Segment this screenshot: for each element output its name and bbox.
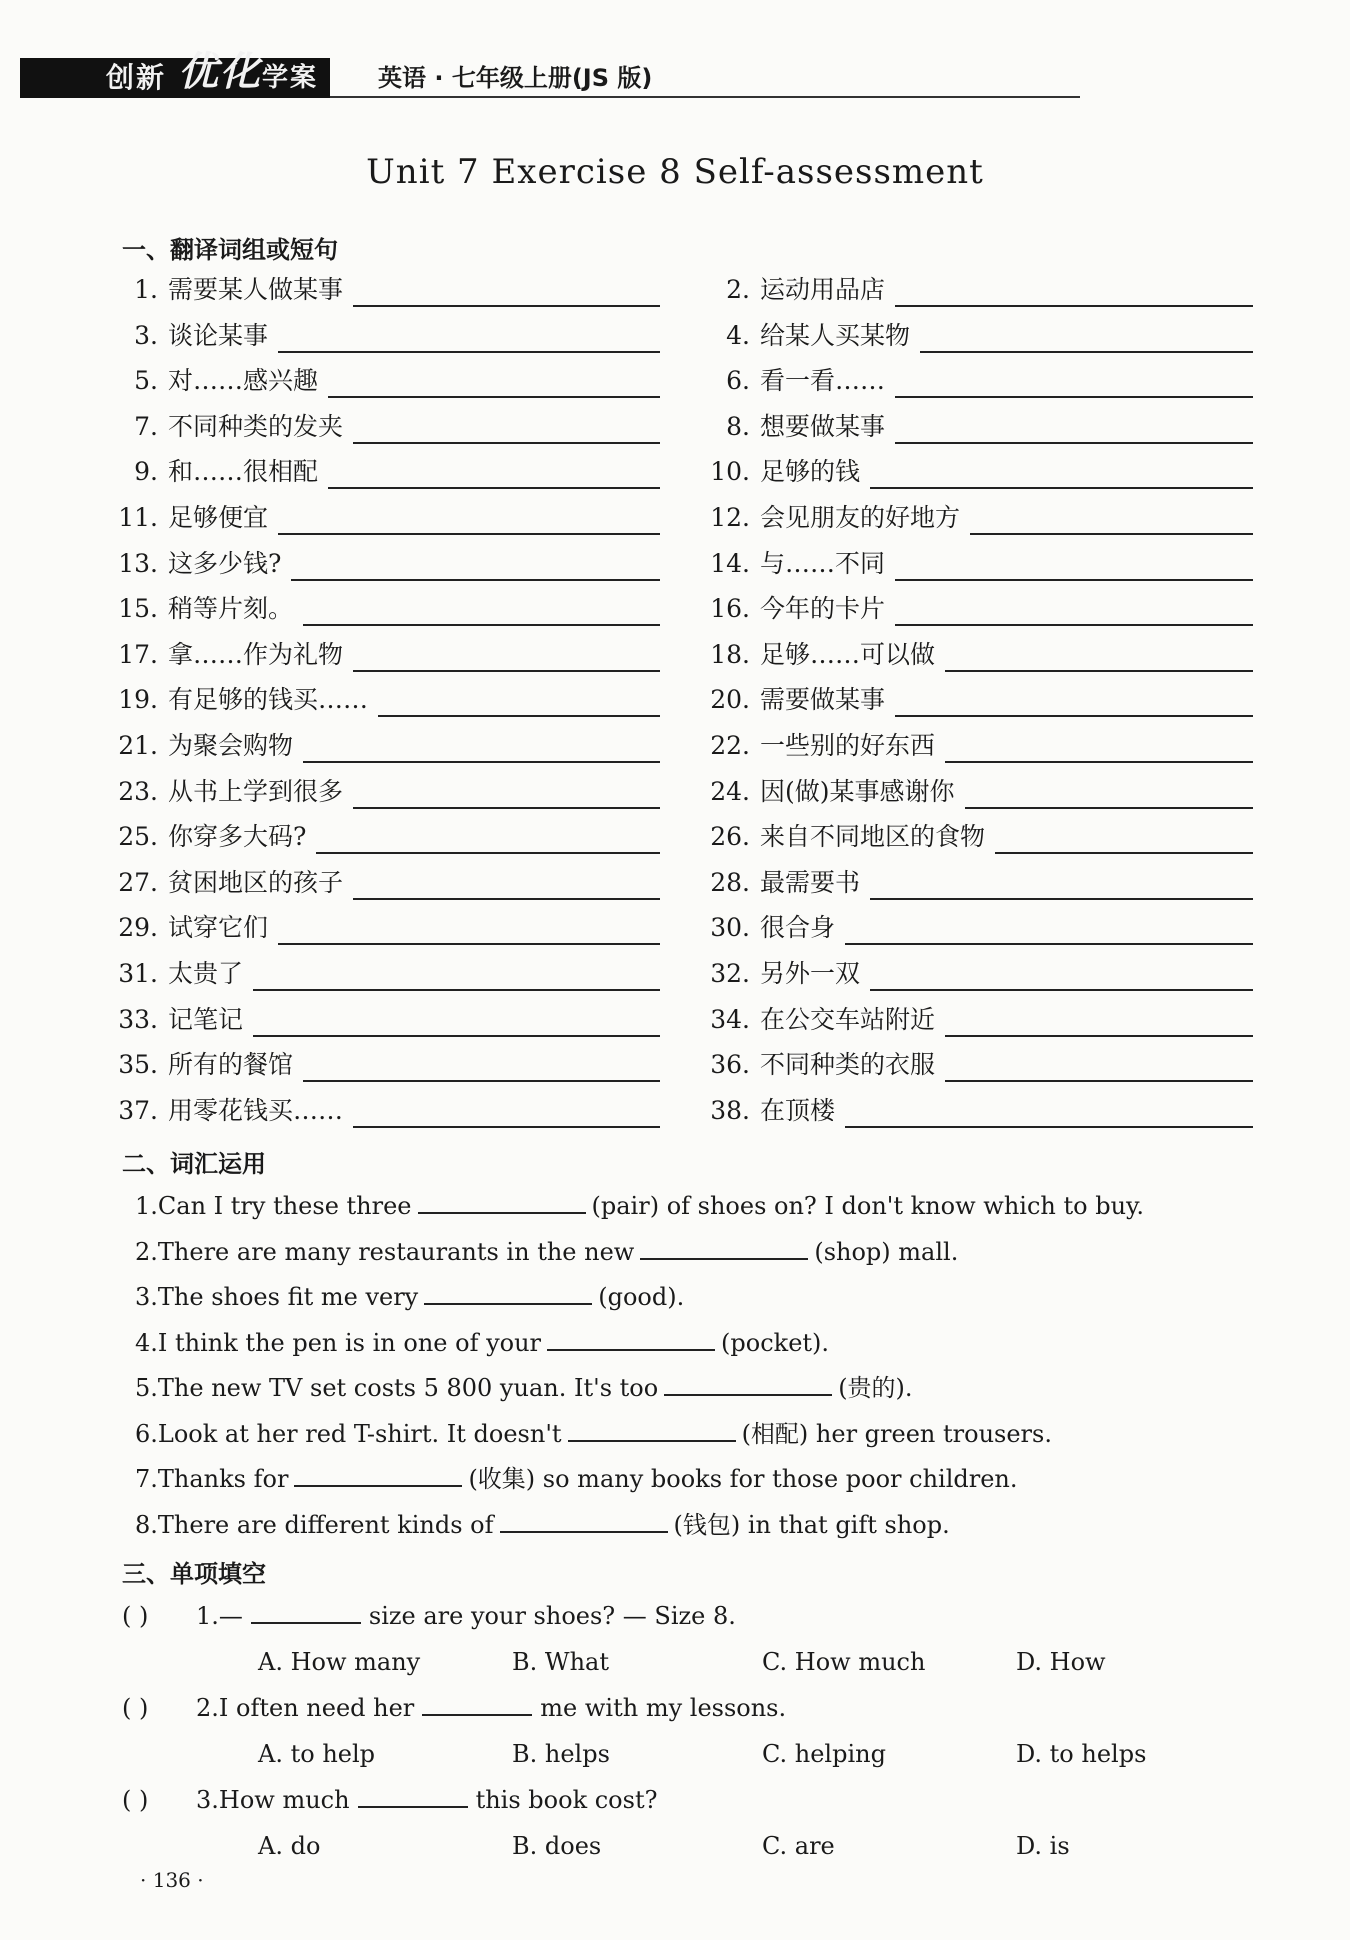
vocab-item-text: 会见朋友的好地方 <box>760 503 961 532</box>
answer-line[interactable] <box>870 989 1253 991</box>
vocab-item-number: 25. <box>118 822 158 852</box>
vocab-item-number: 32. <box>710 959 750 988</box>
vocab-item-text: 想要做某事 <box>760 411 886 441</box>
vocab-item-number: 19. <box>118 685 158 715</box>
fill-sentence <box>135 1325 829 1361</box>
mc-option[interactable]: C. How much <box>762 1648 926 1676</box>
fill-sentence-number: 1. <box>135 1192 158 1220</box>
mc-option[interactable]: B. helps <box>512 1740 610 1768</box>
brand-big: 优化 <box>178 49 262 95</box>
vocab-item-number: 35. <box>118 1050 158 1080</box>
answer-line[interactable] <box>895 715 1253 717</box>
answer-blank[interactable] <box>547 1327 715 1351</box>
vocab-item-text: 拿……作为礼物 <box>168 639 344 669</box>
fill-sentence-before: The new TV set costs 5 800 yuan. It's too <box>157 1374 659 1402</box>
vocab-item <box>0 500 1350 536</box>
answer-line[interactable] <box>945 670 1253 672</box>
answer-line[interactable] <box>970 533 1253 535</box>
vocab-item-text: 来自不同地区的食物 <box>760 822 986 852</box>
mc-option[interactable]: B. does <box>512 1832 602 1860</box>
answer-blank[interactable] <box>424 1281 592 1305</box>
answer-line[interactable] <box>845 943 1253 945</box>
vocab-item-text: 需要做某事 <box>760 685 886 715</box>
fill-sentence-after: (pocket). <box>721 1328 830 1357</box>
vocab-item <box>0 546 1350 582</box>
answer-line[interactable] <box>945 761 1253 763</box>
section3-heading: 三、单项填空 <box>122 1560 266 1588</box>
mc-option[interactable]: D. to helps <box>1016 1740 1147 1768</box>
vocab-item-text: 试穿它们 <box>168 913 269 943</box>
vocab-item-number: 7. <box>134 411 158 441</box>
vocab-item-text: 与……不同 <box>760 548 886 578</box>
vocab-item-text: 因(做)某事感谢你 <box>760 776 955 806</box>
answer-blank[interactable] <box>640 1236 808 1260</box>
fill-sentence-before: The shoes fit me very <box>157 1283 419 1311</box>
answer-blank[interactable] <box>664 1372 832 1396</box>
fill-sentence-after: (钱包) in that gift shop. <box>673 1510 950 1539</box>
fill-sentence-before: Can I try these three <box>157 1192 412 1220</box>
fill-sentence-before: There are many restaurants in the new <box>157 1237 635 1266</box>
vocab-item-number: 13. <box>118 548 158 578</box>
vocab-item-number: 15. <box>118 594 158 624</box>
answer-bracket[interactable]: ( ) <box>122 1694 149 1722</box>
vocab-item-number: 6. <box>726 366 750 396</box>
vocab-item-number: 1. <box>134 275 158 304</box>
answer-line[interactable] <box>895 305 1253 307</box>
vocab-item-number: 38. <box>710 1095 750 1125</box>
vocab-item-text: 贫困地区的孩子 <box>168 867 344 897</box>
mc-question-text <box>196 1782 657 1818</box>
vocab-item-text: 谈论某事 <box>168 320 269 350</box>
vocab-item-number: 36. <box>710 1050 750 1080</box>
vocab-item-number: 16. <box>710 594 750 624</box>
answer-line[interactable] <box>945 1080 1253 1082</box>
vocab-item-text: 足够便宜 <box>168 503 269 532</box>
vocab-item-text: 给某人买某物 <box>760 320 911 350</box>
vocab-item-number: 22. <box>710 731 750 760</box>
page-number: · 136 · <box>140 1868 204 1892</box>
fill-sentence <box>135 1416 1052 1452</box>
mc-question-before: I often need her <box>218 1694 415 1722</box>
vocab-item-number: 5. <box>134 366 158 396</box>
fill-sentence-after: (收集) so many books for those poor children. <box>468 1465 1018 1493</box>
vocab-item-text: 你穿多大码? <box>168 822 307 852</box>
vocab-item-number: 3. <box>134 320 158 350</box>
vocab-item-number: 4. <box>726 320 750 350</box>
answer-blank[interactable] <box>358 1784 468 1808</box>
fill-sentence-after: (good). <box>598 1283 685 1311</box>
vocab-item-number: 33. <box>118 1004 158 1034</box>
vocab-item-text: 和……很相配 <box>168 457 319 487</box>
answer-line[interactable] <box>965 807 1253 809</box>
page-title: Unit 7 Exercise 8 Self-assessment <box>366 152 984 192</box>
vocab-item-number: 23. <box>118 776 158 806</box>
vocab-item <box>0 591 1350 627</box>
answer-line[interactable] <box>845 1126 1253 1128</box>
vocab-item-number: 2. <box>726 275 750 304</box>
mc-question-before: How much <box>218 1786 350 1814</box>
mc-question-after: size are your shoes? — Size 8. <box>368 1602 736 1630</box>
vocab-item <box>0 910 1350 946</box>
vocab-item-number: 31. <box>118 959 158 988</box>
vocab-item-text: 记笔记 <box>168 1004 244 1034</box>
vocab-item-text: 不同种类的发夹 <box>168 411 344 441</box>
answer-blank[interactable] <box>422 1692 532 1716</box>
vocab-item-text: 在顶楼 <box>760 1095 836 1125</box>
fill-sentence-after: (贵的). <box>838 1374 913 1402</box>
mc-question <box>122 1690 1222 1726</box>
vocab-item-number: 10. <box>710 457 750 487</box>
vocab-item-number: 37. <box>118 1095 158 1125</box>
vocab-item-text: 这多少钱? <box>168 548 282 578</box>
answer-line[interactable] <box>920 351 1253 353</box>
fill-sentence-before: There are different kinds of <box>157 1510 494 1539</box>
vocab-item <box>0 728 1350 764</box>
vocab-item-number: 11. <box>118 503 158 532</box>
mc-option[interactable]: A. to help <box>258 1740 376 1768</box>
fill-sentence <box>135 1234 958 1270</box>
fill-sentence-before: Thanks for <box>157 1465 289 1493</box>
vocab-item-number: 34. <box>710 1004 750 1034</box>
mc-question-after: this book cost? <box>475 1786 658 1814</box>
vocab-item <box>0 318 1350 354</box>
vocab-item-text: 另外一双 <box>760 959 861 988</box>
mc-question-number: 3. <box>196 1786 219 1814</box>
vocab-item-text: 今年的卡片 <box>760 594 886 624</box>
mc-question <box>122 1598 1222 1634</box>
mc-question-before: — <box>218 1602 243 1630</box>
mc-question-number: 1. <box>196 1602 219 1630</box>
brand-prefix: 创新 <box>106 61 167 94</box>
vocab-item-text: 足够……可以做 <box>760 639 936 669</box>
vocab-item-text: 足够的钱 <box>760 457 861 487</box>
fill-sentence-number: 5. <box>135 1374 158 1402</box>
vocab-item-number: 20. <box>710 685 750 715</box>
fill-sentence-after: (相配) her green trousers. <box>741 1419 1052 1448</box>
vocab-item-text: 运动用品店 <box>760 275 886 304</box>
section2-heading: 二、词汇运用 <box>122 1150 266 1178</box>
vocab-item-number: 12. <box>710 503 750 532</box>
vocab-item-text: 从书上学到很多 <box>168 776 344 806</box>
mc-option[interactable]: A. How many <box>258 1648 421 1676</box>
header-rule <box>330 96 1080 98</box>
fill-sentence-before: Look at her red T-shirt. It doesn't <box>157 1419 562 1448</box>
vocab-item <box>0 1047 1350 1083</box>
vocab-item-text: 很合身 <box>760 913 836 943</box>
vocab-item <box>0 272 1350 308</box>
fill-sentence-number: 8. <box>135 1510 158 1539</box>
answer-line[interactable] <box>895 579 1253 581</box>
vocab-item <box>0 363 1350 399</box>
fill-sentence-after: (shop) mall. <box>814 1237 959 1266</box>
answer-line[interactable] <box>945 1035 1253 1037</box>
fill-sentence <box>135 1461 1018 1497</box>
mc-option[interactable]: C. helping <box>762 1740 886 1768</box>
section1-heading: 一、翻译词组或短句 <box>122 236 338 264</box>
fill-sentence-number: 3. <box>135 1283 158 1311</box>
mc-question <box>122 1782 1222 1818</box>
answer-blank[interactable] <box>294 1463 462 1487</box>
vocab-item <box>0 409 1350 445</box>
vocab-item-text: 太贵了 <box>168 959 244 988</box>
answer-line[interactable] <box>895 624 1253 626</box>
vocab-item <box>0 637 1350 673</box>
answer-line[interactable] <box>870 487 1253 489</box>
fill-sentence-after: (pair) of shoes on? I don't know which to buy. <box>591 1192 1145 1220</box>
vocab-item <box>0 1002 1350 1038</box>
vocab-item <box>0 1093 1350 1129</box>
vocab-item <box>0 682 1350 718</box>
answer-blank[interactable] <box>251 1600 361 1624</box>
vocab-item <box>0 819 1350 855</box>
fill-sentence <box>135 1370 913 1406</box>
fill-sentence <box>135 1279 684 1315</box>
mc-option[interactable]: D. is <box>1016 1832 1070 1860</box>
fill-sentence-number: 6. <box>135 1419 158 1448</box>
fill-sentence-before: I think the pen is in one of your <box>157 1328 542 1357</box>
answer-blank[interactable] <box>418 1190 586 1214</box>
vocab-item-text: 所有的餐馆 <box>168 1050 294 1080</box>
mc-option[interactable]: D. How <box>1016 1648 1106 1676</box>
book-subtitle: 英语 · 七年级上册(JS 版) <box>378 64 653 92</box>
vocab-item-text: 不同种类的衣服 <box>760 1050 936 1080</box>
answer-line[interactable] <box>995 852 1253 854</box>
vocab-item-number: 26. <box>710 822 750 852</box>
answer-line[interactable] <box>895 442 1253 444</box>
answer-line[interactable] <box>870 898 1253 900</box>
vocab-item-number: 21. <box>118 731 158 760</box>
mc-question-number: 2. <box>196 1694 219 1722</box>
mc-option[interactable]: A. do <box>258 1832 321 1860</box>
brand-logo <box>20 49 330 98</box>
fill-sentence-number: 4. <box>135 1328 158 1357</box>
vocab-item <box>0 774 1350 810</box>
mc-question-text <box>196 1690 786 1726</box>
vocab-item-text: 需要某人做某事 <box>168 275 344 304</box>
mc-question-after: me with my lessons. <box>540 1694 787 1722</box>
vocab-item-number: 18. <box>710 639 750 669</box>
answer-blank[interactable] <box>568 1418 736 1442</box>
page-header <box>20 49 1080 100</box>
vocab-item-number: 9. <box>134 457 158 487</box>
fill-sentence <box>135 1188 1144 1224</box>
mc-question-text <box>196 1598 736 1634</box>
answer-bracket[interactable]: ( ) <box>122 1602 149 1630</box>
fill-sentence-number: 2. <box>135 1237 158 1266</box>
brand-suffix: 学案 <box>262 63 319 93</box>
answer-blank[interactable] <box>500 1509 668 1533</box>
vocab-item-text: 用零花钱买…… <box>168 1095 344 1125</box>
vocab-item-text: 稍等片刻。 <box>168 594 294 624</box>
vocab-item <box>0 956 1350 992</box>
vocab-item-text: 有足够的钱买…… <box>168 685 369 715</box>
vocab-item-number: 17. <box>118 639 158 669</box>
fill-sentence-number: 7. <box>135 1465 158 1493</box>
mc-option[interactable]: C. are <box>762 1832 835 1860</box>
vocab-item-text: 在公交车站附近 <box>760 1004 936 1034</box>
vocab-item-text: 一些别的好东西 <box>760 731 936 760</box>
fill-sentence <box>135 1507 950 1543</box>
vocab-item-number: 14. <box>710 548 750 578</box>
vocab-item-number: 29. <box>118 913 158 943</box>
vocab-item-text: 对……感兴趣 <box>168 366 319 396</box>
vocab-item <box>0 865 1350 901</box>
vocab-item-number: 24. <box>710 776 750 806</box>
mc-option[interactable]: B. What <box>512 1648 609 1676</box>
vocab-item-text: 最需要书 <box>760 867 861 897</box>
vocab-item-number: 30. <box>710 913 750 943</box>
vocab-item-number: 28. <box>710 867 750 897</box>
vocab-item-number: 27. <box>118 867 158 897</box>
vocab-item-number: 8. <box>726 411 750 441</box>
vocab-item-text: 看一看…… <box>760 366 886 396</box>
answer-line[interactable] <box>895 396 1253 398</box>
vocab-item-text: 为聚会购物 <box>168 731 294 760</box>
vocab-item <box>0 454 1350 490</box>
answer-bracket[interactable]: ( ) <box>122 1786 149 1814</box>
